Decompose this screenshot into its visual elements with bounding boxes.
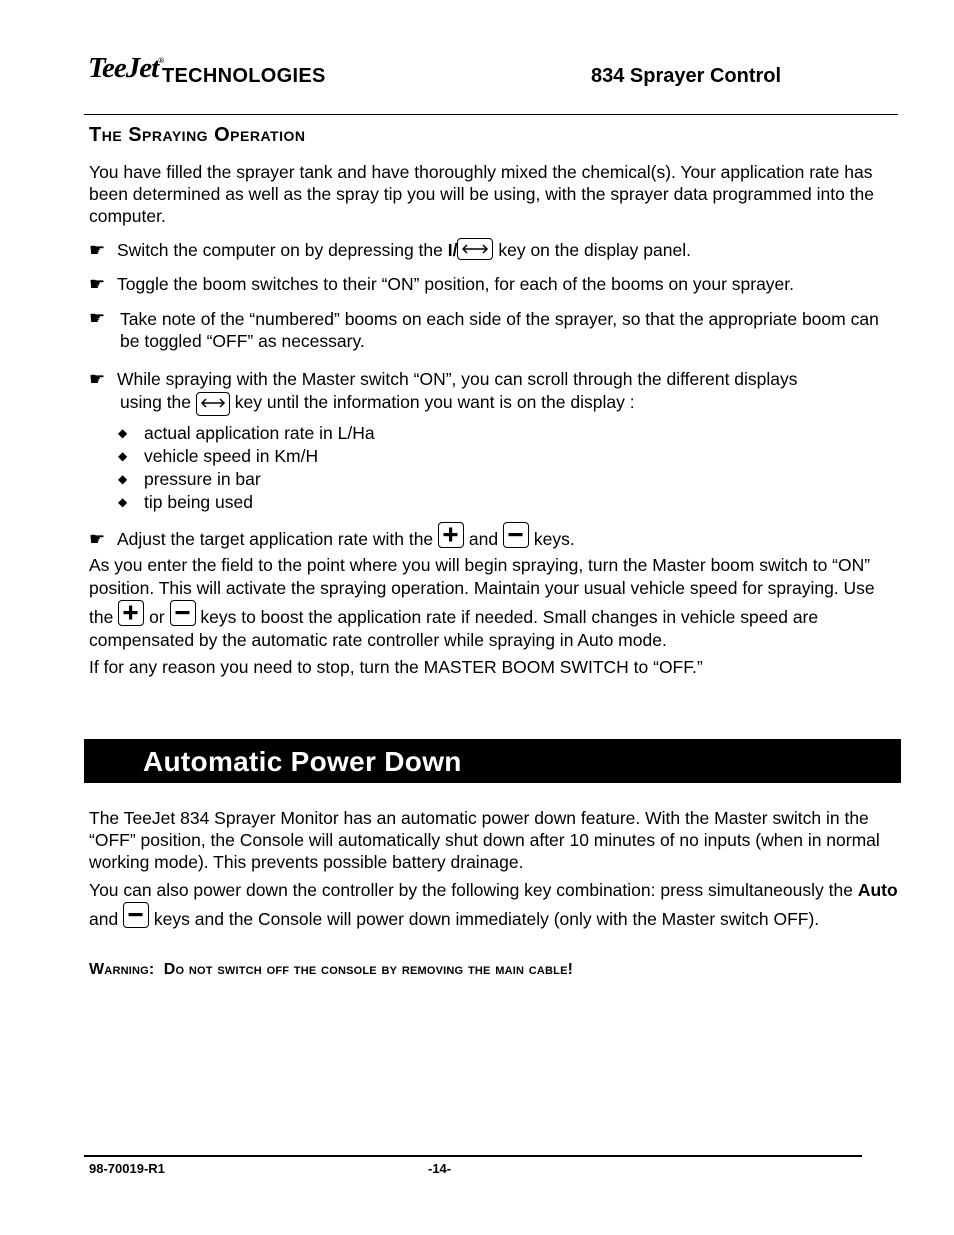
minus-key-icon [123,902,149,928]
plus-key-icon [118,600,144,626]
pointing-hand-icon: ☛ [89,240,106,260]
pointing-hand-icon: ☛ [89,529,106,549]
list-item: ◆ actual application rate in L/Ha [118,423,375,443]
section-title-power-down: Automatic Power Down [143,746,462,777]
pointing-hand-icon: ☛ [89,274,106,294]
power-down-paragraph: The TeeJet 834 Sprayer Monitor has an automatic power down feature. With the Master switch in the “OFF” position, the Console will automatically shut down after 10 minutes of no inputs (when in normal working mode). This prevents possible battery drainage. [89,808,880,872]
step-boom-switches: ☛ Toggle the boom switches to their “ON” position, for each of the booms on your sprayer. [89,274,795,294]
page-number: -14- [428,1161,452,1176]
stop-paragraph: If for any reason you need to stop, turn the MASTER BOOM SWITCH to “OFF.” [89,657,703,677]
list-item: ◆ pressure in bar [118,469,261,489]
step-scroll-displays: ☛ While spraying with the Master switch “ON”, you can scroll through the different displays using the key until the information you want is on the display : [89,368,889,416]
diamond-icon: ◆ [118,472,128,486]
brand-name: TECHNOLOGIES [162,65,326,87]
diamond-icon: ◆ [118,495,128,509]
step-power-on: ☛ Switch the computer on by depressing the I/ key on the display panel. [89,240,691,260]
field-paragraph: As you enter the field to the point where you will begin spraying, turn the Master boom switch to “ON” position. This will activate the spraying operation. Maintain your usual vehicle speed for spraying. Use the or keys to boost the application rate if needed. Small changes in vehicle speed are compensated by the automatic rate controller while spraying in Auto mode. [89,555,875,650]
step-adjust-rate: ☛ Adjust the target application rate with the and keys. [89,522,889,550]
plus-key-icon [438,522,464,548]
intro-paragraph: You have filled the sprayer tank and have thoroughly mixed the chemical(s). Your application rate has been determined as well as the spray tip you will be using, with the sprayer data programmed into the computer. [89,162,875,226]
minus-key-icon [503,522,529,548]
minus-key-icon [170,600,196,626]
list-item: ◆ tip being used [118,492,253,512]
footer-divider [84,1155,862,1157]
display-list [118,422,375,514]
teejet-logo: TeeJet® [88,52,164,84]
pointing-hand-icon: ☛ [89,369,106,389]
step-numbered-booms: ☛ Take note of the “numbered” booms on each side of the sprayer, so that the appropriate boom can be toggled “OFF” as necessary. [89,308,879,351]
scroll-key-icon [196,392,230,416]
section-title-spraying: The Spraying Operation [89,124,306,146]
warning-note: Warning: Do not switch off the console by removing the main cable! [89,961,574,978]
pointing-hand-icon: ☛ [89,308,106,328]
key-combination-paragraph: You can also power down the controller by the following key combination: press simultaneously the Auto and keys and the Console will power down immediately (only with the Master switch OFF). [89,880,898,929]
product-title: 834 Sprayer Control [591,65,782,87]
header-divider [84,114,898,115]
diamond-icon: ◆ [118,426,128,440]
diamond-icon: ◆ [118,449,128,463]
document-number: 98-70019-R1 [89,1161,165,1176]
scroll-key-icon [457,238,493,260]
list-item: ◆ vehicle speed in Km/H [118,446,319,466]
